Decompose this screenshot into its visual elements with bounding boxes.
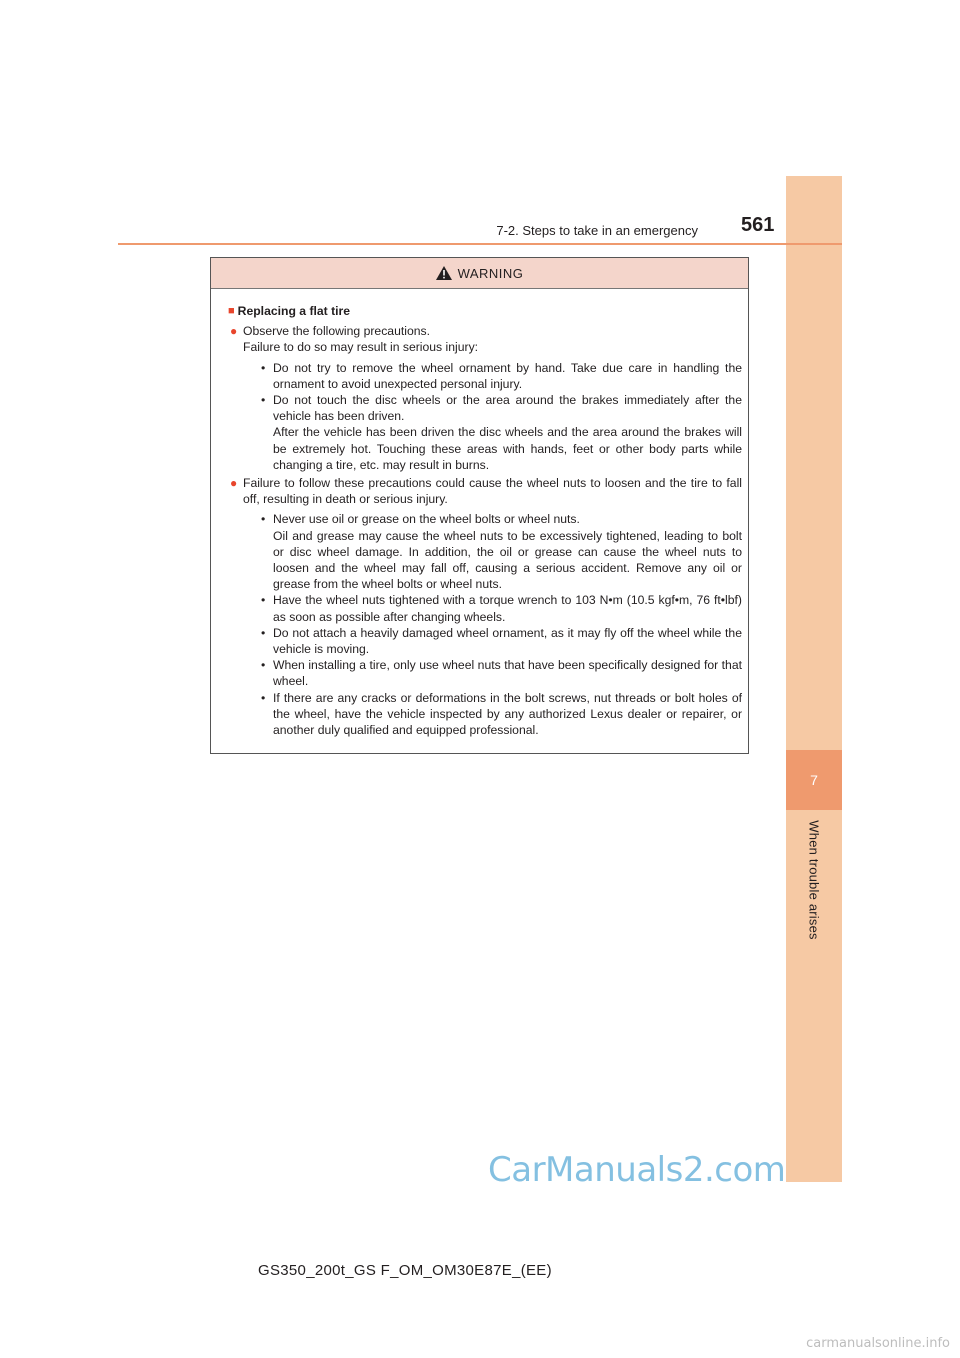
list-item (228, 690, 742, 739)
chapter-title: When trouble arises (806, 820, 822, 940)
precaution-group-1 (228, 323, 742, 473)
header-rule (118, 243, 842, 245)
list-item-text: After the vehicle has been driven the disc wheels and the area around the brakes will be extremely hot. Touching these areas with hands, feet or other body parts while changing a tire, etc. may result in burns. (273, 425, 742, 472)
list-item-text: Do not attach a heavily damaged wheel ornament, as it may fly off the wheel while the vehicle is moving. (273, 625, 742, 657)
page-number: 561 (741, 214, 775, 236)
carmanuals-watermark: CarManuals2.com (488, 1150, 786, 1190)
warning-heading-text: Replacing a flat tire (237, 304, 351, 318)
list-item (228, 511, 742, 592)
bullet-list (228, 360, 742, 473)
warning-title: WARNING (457, 265, 524, 281)
list-item (228, 657, 742, 689)
bullet-dot-icon: • (261, 360, 266, 375)
circle-bullet-icon: ● (230, 324, 238, 339)
list-item-text: Do not try to remove the wheel ornament by hand. Take due care in handling the ornament to avoid unexpected personal injury. (273, 360, 742, 391)
item-text: Failure to do so may result in serious injury: (243, 340, 479, 355)
list-item (228, 592, 742, 624)
bullet-dot-icon: • (261, 658, 266, 673)
list-item-text: Do not touch the disc wheels or the area around the brakes immediately after the vehicle has been driven. (273, 393, 742, 424)
list-item (228, 360, 742, 392)
bullet-dot-icon: • (261, 690, 266, 705)
bullet-list (228, 511, 742, 738)
circle-item (228, 323, 742, 355)
list-item-text: When installing a tire, only use wheel nuts that have been specifically designed for that wheel. (273, 658, 742, 689)
document-code: GS350_200t_GS F_OM_OM30E87E_(EE) (258, 1262, 552, 1279)
list-item-text: Never use oil or grease on the wheel bolts or wheel nuts. (273, 512, 580, 527)
item-text: Failure to follow these precautions could cause the wheel nuts to loosen and the tire to fall off, resulting in death or serious injury. (243, 476, 742, 507)
warning-box (210, 257, 749, 754)
item-text: Observe the following precautions. (243, 324, 430, 339)
square-bullet-icon: ■ (228, 305, 235, 317)
warning-triangle-icon (436, 266, 452, 280)
warning-heading (228, 303, 742, 319)
precaution-group-2 (228, 475, 742, 738)
circle-bullet-icon: ● (230, 476, 238, 491)
bullet-dot-icon: • (261, 393, 266, 408)
warning-header (211, 258, 748, 289)
warning-body (211, 289, 748, 738)
list-item-text: If there are any cracks or deformations in the bolt screws, nut threads or bolt holes of the wheel, have the vehicle inspected by any authorized Lexus dealer or repairer, or another duly qualified and equipped professional. (273, 690, 742, 738)
list-item (228, 625, 742, 657)
list-item-text: Have the wheel nuts tightened with a torque wrench to 103 N•m (10.5 kgf•m, 76 ft•lbf) as soon as possible after changing wheels. (273, 593, 742, 624)
bullet-dot-icon: • (261, 512, 266, 527)
bullet-dot-icon: • (261, 625, 266, 640)
list-item-text: Oil and grease may cause the wheel nuts to be excessively tightened, leading to bolt or disc wheel damage. In addition, the oil or grease can cause the wheel nuts to loosen and the wheel may fall off, causing a serious accident. Remove any oil or grease from the wheel bolts or wheel nuts. (273, 528, 742, 592)
circle-item (228, 475, 742, 507)
section-title: 7-2. Steps to take in an emergency (496, 223, 698, 238)
chapter-number: 7 (786, 750, 842, 810)
bullet-dot-icon: • (261, 593, 266, 608)
online-watermark: carmanualsonline.info (806, 1336, 950, 1351)
chapter-side-tab (786, 176, 842, 1182)
list-item (228, 392, 742, 473)
